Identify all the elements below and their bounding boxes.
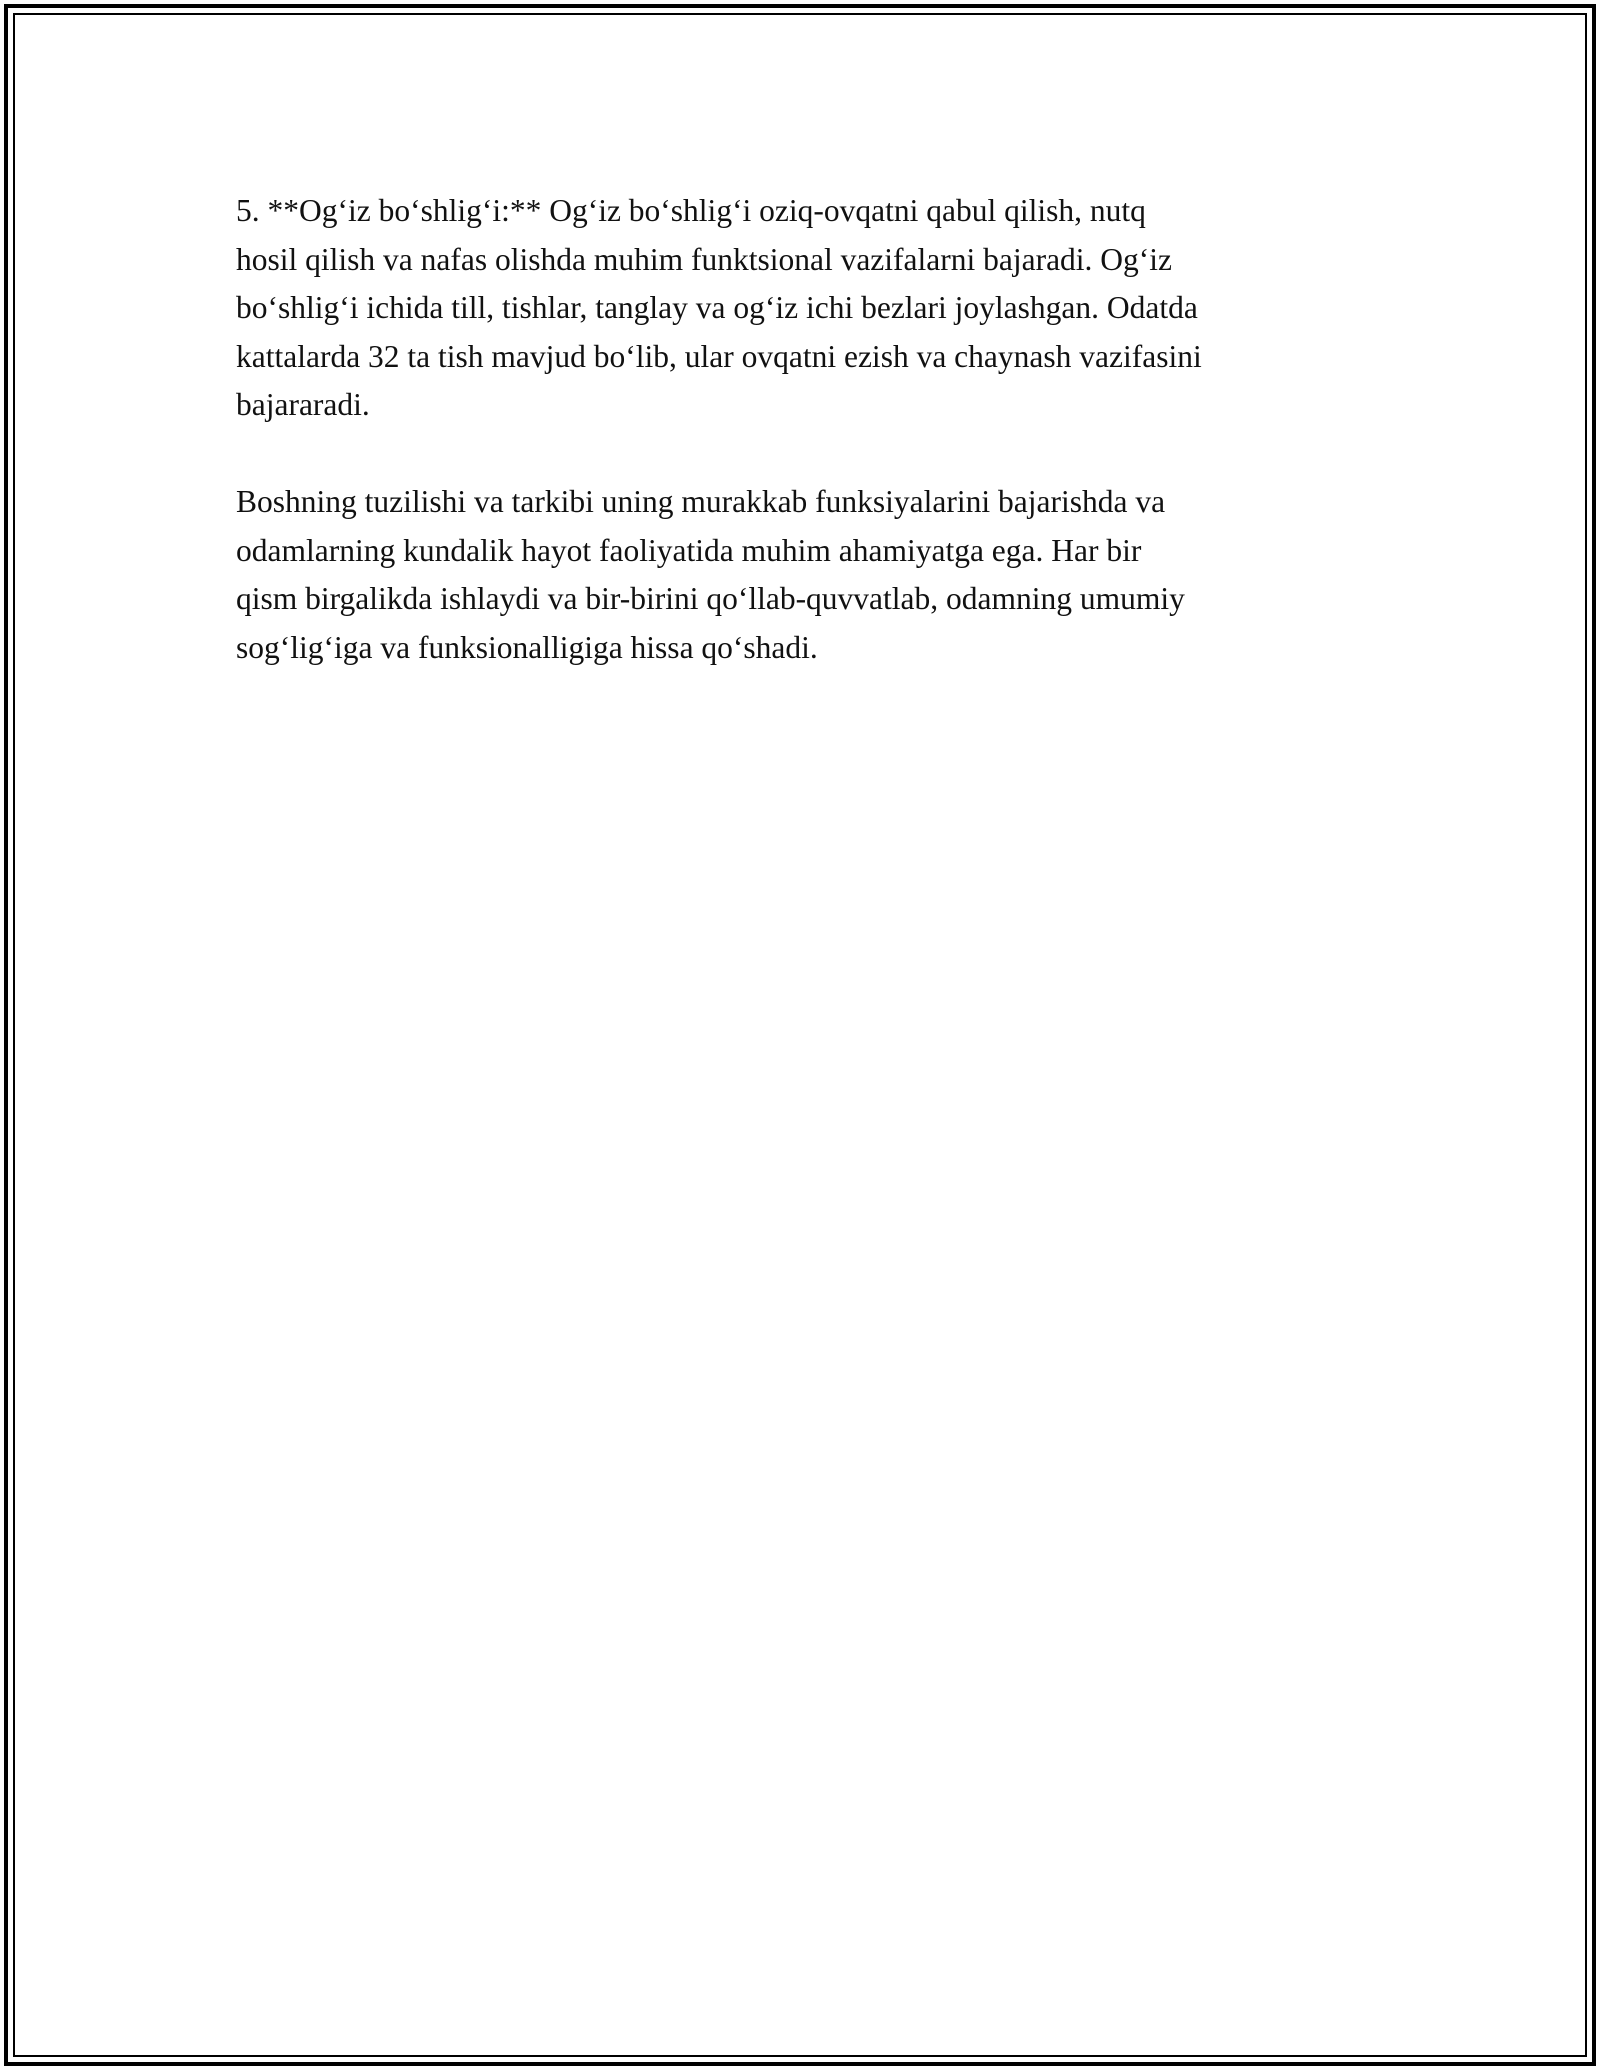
text-line: odamlarning kundalik hayot faoliyatida muhim ahamiyatga ega. Har bir: [236, 532, 1142, 568]
text-line: kattalarda 32 ta tish mavjud bo‘lib, ular ovqatni ezish va chaynash vazifasini: [236, 338, 1202, 374]
text-line: sog‘lig‘iga va funksionalligiga hissa qo‘shadi.: [236, 629, 818, 665]
text-line: bo‘shlig‘i ichida till, tishlar, tanglay va og‘iz ichi bezlari joylashgan. Odatda: [236, 290, 1198, 325]
text-line: qism birgalikda ishlaydi va bir-birini qo‘llab-quvvatlab, odamning umumiy: [236, 581, 1185, 616]
paragraph-conclusion: [236, 478, 1376, 672]
text-line: bajararadi.: [236, 387, 370, 422]
paragraph-oral-cavity: [236, 187, 1376, 430]
text-line: hosil qilish va nafas olishda muhim funktsional vazifalarni bajaradi. Og‘iz: [236, 241, 1173, 277]
text-line: Boshning tuzilishi va tarkibi uning murakkab funksiyalarini bajarishda va: [236, 484, 1166, 519]
text-line: 5. **Og‘iz bo‘shlig‘i:** Og‘iz bo‘shlig‘i oziq-ovqatni qabul qilish, nutq: [236, 193, 1146, 228]
document-body: [236, 187, 1376, 721]
